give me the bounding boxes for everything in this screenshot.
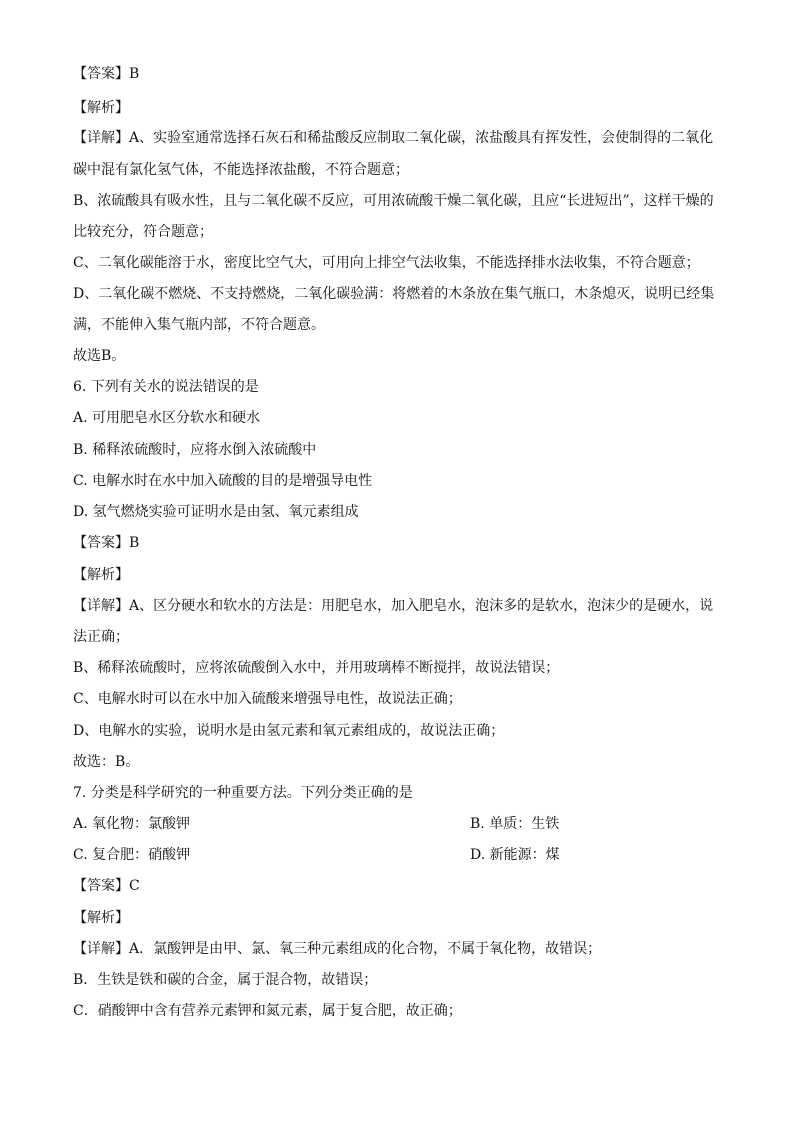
option-row bbox=[73, 845, 723, 865]
option-c: C. 复合肥：硝酸钾 bbox=[73, 847, 191, 863]
option-d: D. 氢气燃烧实验可证明水是由氢、氧元素组成 bbox=[73, 504, 359, 520]
detail-line: B、浓硫酸具有吸水性，且与二氧化碳不反应，可用浓硫酸干燥二氧化碳，且应“长进短出”，这样干燥的 bbox=[73, 193, 714, 209]
option-c: C. 电解水时在水中加入硫酸的目的是增强导电性 bbox=[73, 473, 373, 489]
analysis-heading: 【解析】 bbox=[73, 567, 129, 583]
option-b: B. 单质：生铁 bbox=[470, 816, 560, 832]
detail-line: C、二氧化碳能溶于水，密度比空气大，可用向上排空气法收集，不能选择排水法收集，不符合题意； bbox=[73, 255, 700, 271]
question-stem: 7. 分类是科学研究的一种重要方法。下列分类正确的是 bbox=[73, 785, 413, 801]
detail-line: 碳中混有氯化氢气体，不能选择浓盐酸，不符合题意； bbox=[73, 162, 409, 178]
detail-line: B．生铁是铁和碳的合金，属于混合物，故错误； bbox=[73, 972, 378, 988]
answer-value: C bbox=[129, 878, 140, 894]
option-row bbox=[73, 814, 723, 834]
answer-line: 【答案】B bbox=[73, 535, 140, 551]
conclusion-line: 故选：B。 bbox=[73, 754, 140, 770]
option-b: B. 稀释浓硫酸时，应将水倒入浓硫酸中 bbox=[73, 442, 317, 458]
conclusion-line: 故选B。 bbox=[73, 348, 126, 364]
answer-value: B bbox=[129, 66, 140, 82]
question-stem: 6. 下列有关水的说法错误的是 bbox=[73, 379, 259, 395]
detail-line: 【详解】A、区分硬水和软水的方法是：用肥皂水，加入肥皂水，泡沫多的是软水，泡沫少的是硬水，说 bbox=[73, 598, 714, 614]
analysis-heading: 【解析】 bbox=[73, 910, 129, 926]
option-d: D. 新能源：煤 bbox=[470, 847, 560, 863]
detail-line: C、电解水时可以在水中加入硫酸来增强导电性，故说法正确； bbox=[73, 691, 462, 707]
detail-line: D、电解水的实验，说明水是由氢元素和氧元素组成的，故说法正确； bbox=[73, 723, 505, 739]
answer-line: 【答案】B bbox=[73, 66, 140, 82]
detail-line: B、稀释浓硫酸时，应将浓硫酸倒入水中，并用玻璃棒不断搅拌，故说法错误； bbox=[73, 660, 560, 676]
detail-line: C．硝酸钾中含有营养元素钾和氮元素，属于复合肥，故正确； bbox=[73, 1003, 462, 1019]
detail-line: D、二氧化碳不燃烧、不支持燃烧，二氧化碳验满：将燃着的木条放在集气瓶口，木条熄灭，说明已经集 bbox=[73, 286, 715, 302]
detail-line: 比较充分，符合题意； bbox=[73, 224, 213, 240]
detail-line: 满，不能伸入集气瓶内部，不符合题意。 bbox=[73, 317, 325, 333]
answer-line: 【答案】C bbox=[73, 878, 140, 894]
option-a: A. 氧化物：氯酸钾 bbox=[73, 816, 191, 832]
detail-line: 【详解】A、实验室通常选择石灰石和稀盐酸反应制取二氧化碳，浓盐酸具有挥发性，会使制得的二氧化 bbox=[73, 130, 714, 146]
detail-line: 【详解】A．氯酸钾是由甲、氯、氧三种元素组成的化合物，不属于氧化物，故错误； bbox=[73, 941, 602, 957]
analysis-heading: 【解析】 bbox=[73, 100, 129, 116]
detail-line: 法正确； bbox=[73, 629, 129, 645]
option-a: A. 可用肥皂水区分软水和硬水 bbox=[73, 410, 261, 426]
answer-value: B bbox=[129, 535, 140, 551]
